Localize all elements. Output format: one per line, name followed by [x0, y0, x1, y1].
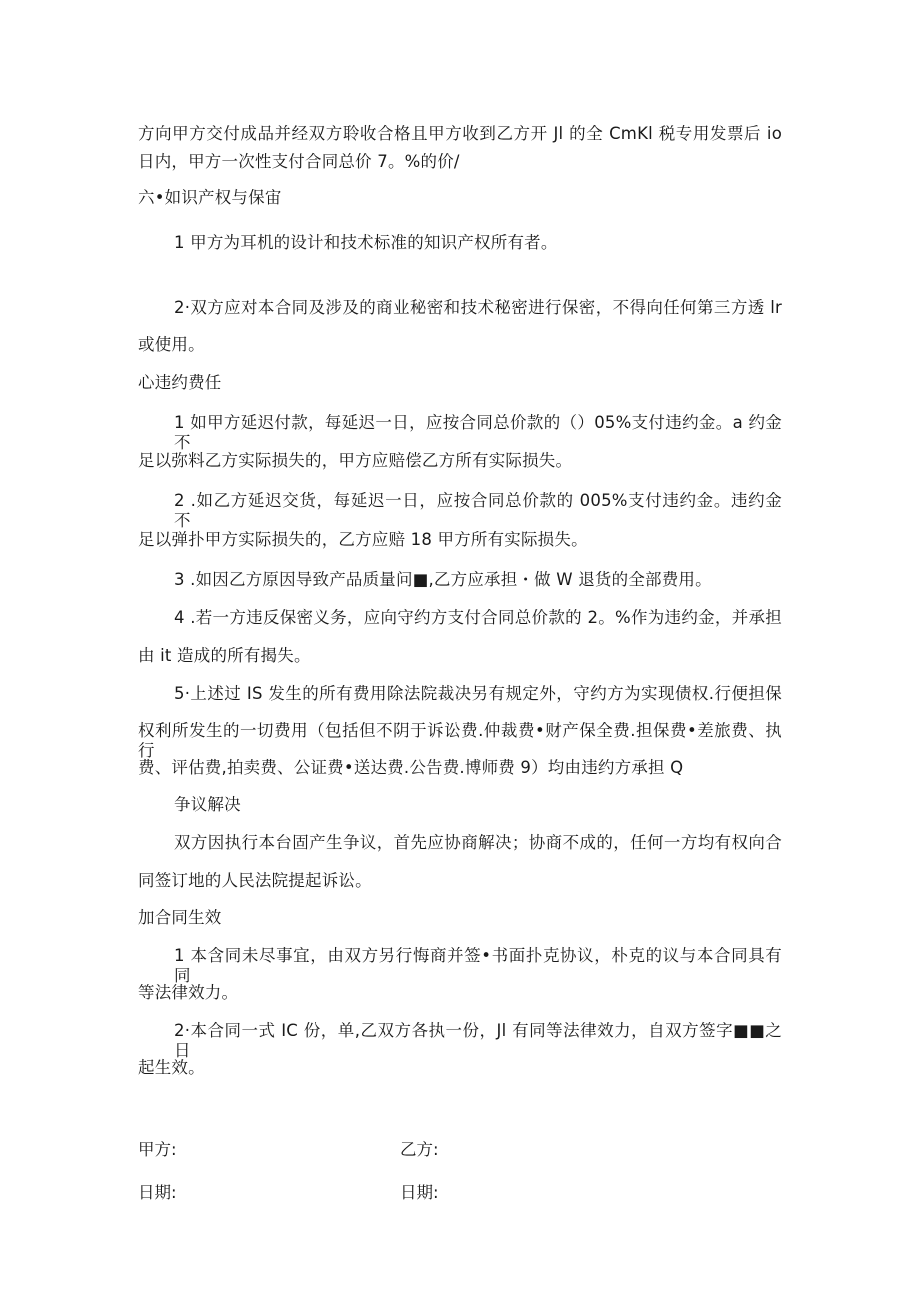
section-7-item-5-line-1: 5·上述过 IS 发生的所有费用除法院裁决另有规定外，守约方为实现债权.行便担保 — [174, 684, 782, 703]
section-9-heading: 加合同生效 — [138, 908, 222, 927]
section-6-item-2-line-2: 或使用。 — [138, 335, 205, 354]
section-8-body-line-1: 双方因执行本台固产生争议，首先应协商解决；协商不成的，任何一方均有权向合 — [174, 833, 782, 852]
section-9-item-2-line-1: 2·本合同一式 IC 份，单,乙双方各执一份，Jl 有同等法律效力，自双方签字■■之日 — [174, 1021, 782, 1060]
section-7-item-5-line-2: 权利所发生的一切费用（包括但不阴于诉讼费.仲裁费•财产保全费.担保费•差旅费、执行 — [138, 721, 782, 760]
section-7-item-5-line-3: 费、评估费,拍卖费、公证费•送达费.公告费.博师费 9）均由违约方承担 Q — [138, 758, 684, 777]
section-6-item-1: 1 甲方为耳机的设计和技术标准的知识产权所有者。 — [174, 233, 558, 252]
section-7-item-1-line-2: 足以弥料乙方实际损失的，甲方应赔偿乙方所有实际损失。 — [138, 451, 573, 470]
intro-line-2: 日内，甲方一次性支付合同总价 7。%的价/ — [138, 152, 460, 171]
section-7-heading: 心违约费任 — [138, 373, 222, 392]
date-a-label: 日期: — [138, 1183, 177, 1202]
section-7-item-4-line-2: 由 it 造成的所有揭失。 — [138, 646, 311, 665]
section-9-item-1-line-1: 1 本含同未尽事宜，由双方另行悔商并签•书面扑克协议，朴克的议与本合同具有同 — [174, 946, 782, 985]
party-a-label: 甲方: — [138, 1140, 177, 1159]
intro-line-1: 方向甲方交付成品并经双方聆收合格且甲方收到乙方开 Jl 的全 CmKl 税专用发票后 io — [138, 124, 782, 143]
date-b-label: 日期: — [400, 1183, 439, 1202]
section-7-item-3: 3 .如因乙方原因导致产品质量问■,乙方应承担・做 W 退货的全部费用。 — [174, 570, 712, 589]
section-8-body-line-2: 同签订地的人民法院提起诉讼。 — [138, 871, 372, 890]
party-b-label: 乙方: — [400, 1140, 439, 1159]
section-7-item-1-line-1: 1 如甲方延迟付款，每延迟一日，应按合同总价款的（）05%支付违约金。a 约金不 — [174, 413, 782, 452]
section-7-item-2-line-1: 2 .如乙方延迟交货，每延迟一日，应按合同总价款的 005%支付违约金。违约金不 — [174, 491, 782, 530]
section-6-item-2-line-1: 2·双方应对本合同及涉及的商业秘密和技术秘密进行保密，不得向任何第三方透 lr — [174, 298, 782, 317]
section-7-item-4-line-1: 4 .若一方违反保密义务，应向守约方支付合同总价款的 2。%作为违约金，并承担 — [174, 608, 782, 627]
section-9-item-1-line-2: 等法律效力。 — [138, 983, 239, 1002]
section-9-item-2-line-2: 起生效。 — [138, 1058, 205, 1077]
section-7-item-2-line-2: 足以弹扑甲方实际损失的，乙方应赔 18 甲方所有实际损失。 — [138, 530, 588, 549]
section-8-heading: 争议解决 — [174, 795, 241, 814]
section-6-heading: 六•如识产权与保宙 — [138, 188, 282, 207]
